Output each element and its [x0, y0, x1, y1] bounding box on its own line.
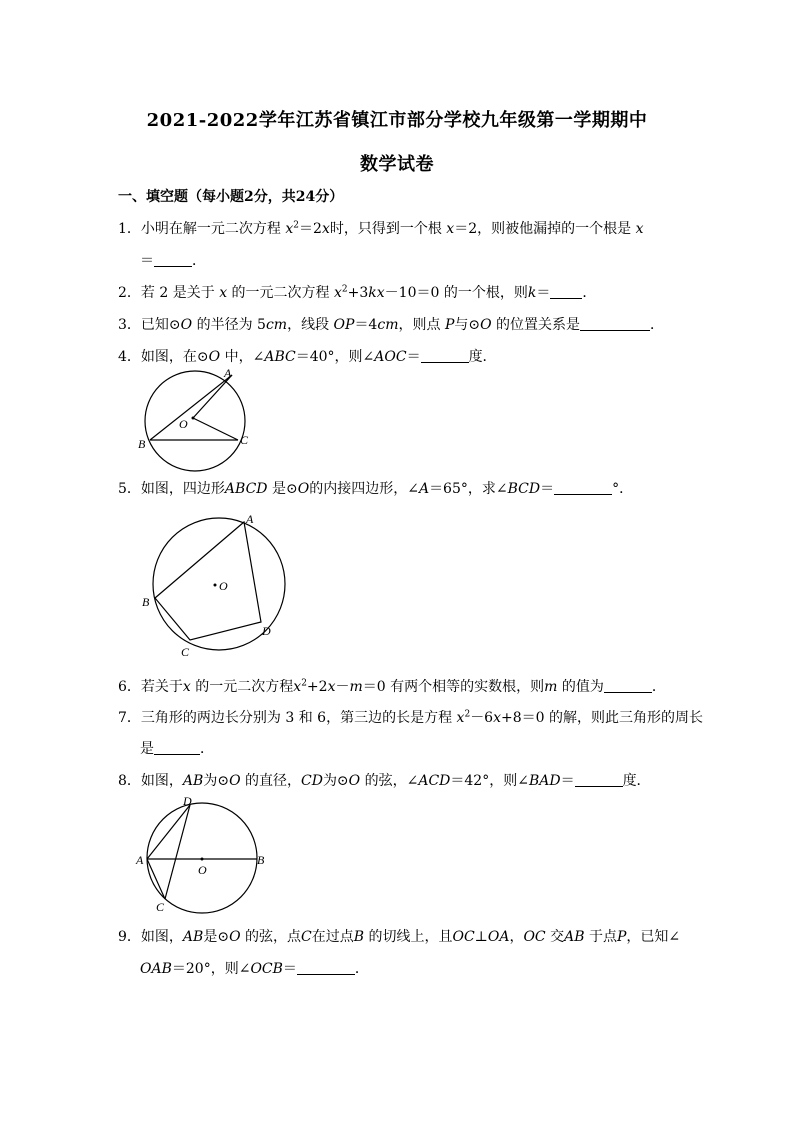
answer-blank-4[interactable]: [421, 348, 469, 363]
label-B: B: [257, 853, 265, 867]
label-O: O: [219, 579, 228, 593]
label-O: O: [198, 863, 207, 877]
question-9: 9．如图，AB是⊙O 的弦，点C在过点B 的切线上，且OC⊥OA，OC 交AB 于点P，已知∠: [118, 929, 681, 945]
answer-blank-2[interactable]: [550, 284, 582, 299]
question-1: 1．小明在解一元二次方程 $x^2=2x$时，只得到一个根 x＝2，则被他漏掉的一个根是 x: [118, 220, 644, 237]
label-C: C: [156, 900, 165, 914]
question-3: 3．已知⊙O 的半径为 5cm，线段 OP＝4cm，则点 P与⊙O 的位置关系是 ．: [118, 317, 665, 333]
answer-blank-6[interactable]: [604, 678, 652, 693]
label-B: B: [138, 437, 146, 451]
question-9-line2: OAB＝20°，则∠OCB＝ ．: [140, 961, 369, 977]
label-C: C: [240, 433, 249, 447]
figure-q5-circle: [135, 510, 295, 660]
question-4: 4．如图，在⊙O 中，∠ABC＝40°，则∠AOC＝ 度．: [118, 349, 497, 365]
question-7: 7．三角形的两边长分别为 3 和 6，第三边的长是方程 $x^2-6x+8=0$ 的解，则此三角形的周长: [118, 709, 704, 726]
exam-title-line1: 2021-2022学年江苏省镇江市部分学校九年级第一学期期中: [146, 110, 648, 131]
figure-q8-circle: [135, 795, 275, 917]
section-heading-fill-blank: 一、填空题（每小题2分，共24分）: [118, 189, 344, 205]
answer-blank-1[interactable]: [154, 252, 192, 267]
question-2: 2．若 2 是关于 x 的一元二次方程 $x^2+3kx-10=0$ 的一个根，则k＝ ．: [118, 284, 597, 301]
answer-blank-3[interactable]: [580, 316, 650, 331]
label-D: D: [262, 624, 271, 638]
answer-blank-7[interactable]: [154, 740, 200, 755]
question-1-line2: ＝ ．: [140, 253, 206, 269]
answer-blank-9[interactable]: [297, 960, 355, 975]
label-O: O: [179, 417, 188, 431]
question-5: 5．如图，四边形ABCD 是⊙O的内接四边形，∠A＝65°，求∠BCD＝ °．: [118, 481, 634, 497]
label-A: A: [136, 853, 144, 867]
figure-q4-circle: [135, 365, 265, 475]
question-7-line2: 是 ．: [140, 741, 214, 757]
label-A: A: [224, 366, 232, 380]
label-C: C: [181, 645, 190, 659]
exam-title-line2: 数学试卷: [360, 154, 434, 175]
answer-blank-8[interactable]: [575, 772, 623, 787]
label-A: A: [246, 512, 254, 526]
label-B: B: [142, 595, 150, 609]
question-6: 6．若关于x 的一元二次方程$x^2+2x-m=0$ 有两个相等的实数根，则m 的值为 ．: [118, 678, 666, 695]
question-8: 8．如图，AB为⊙O 的直径，CD为⊙O 的弦，∠ACD＝42°，则∠BAD＝ 度．: [118, 773, 651, 789]
label-D: D: [183, 794, 192, 808]
answer-blank-5[interactable]: [554, 480, 612, 495]
